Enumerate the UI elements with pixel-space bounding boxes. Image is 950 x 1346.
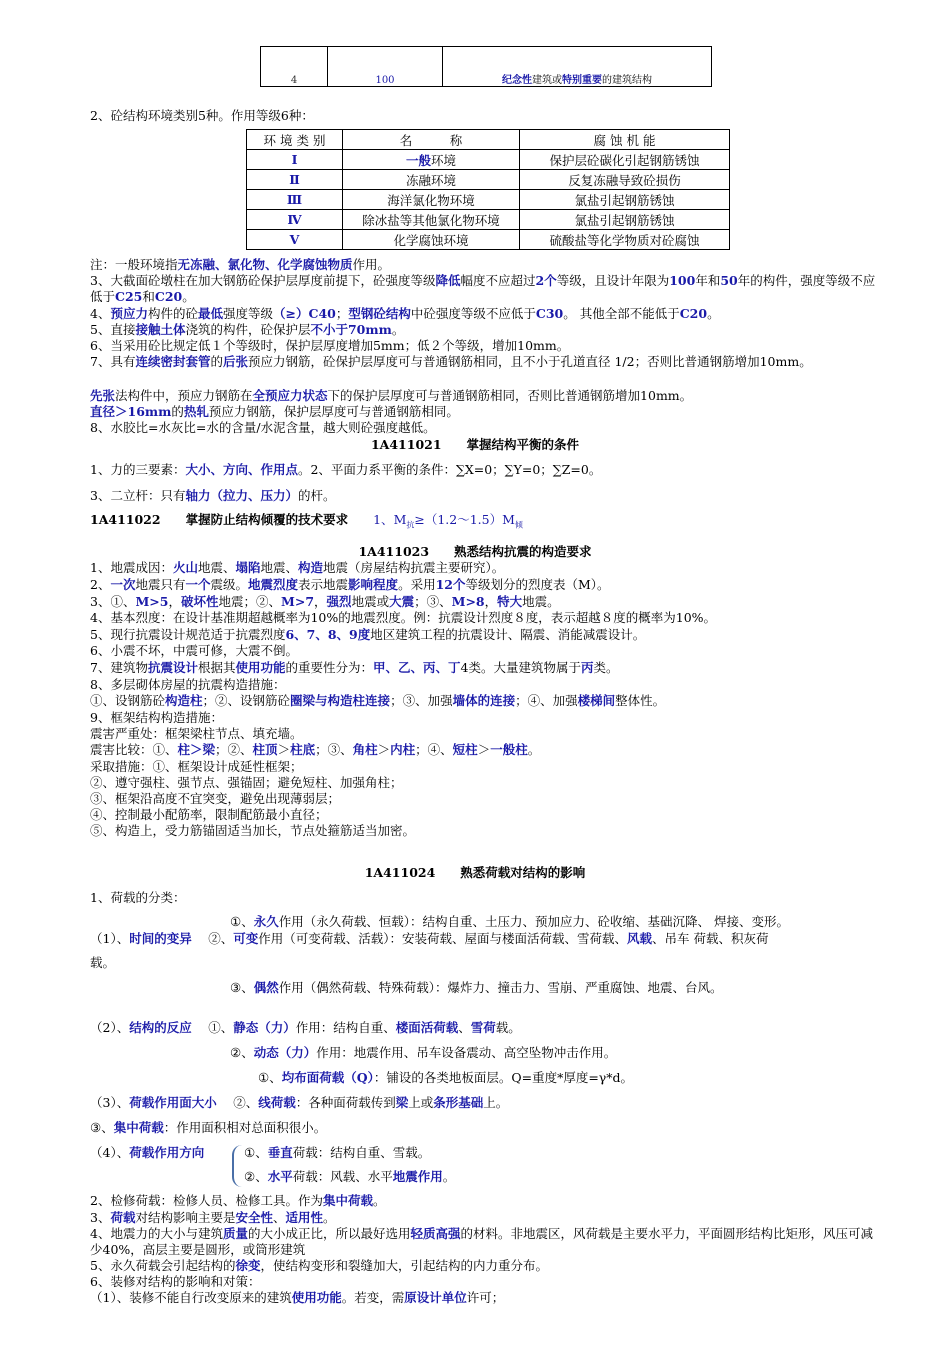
- body-line: ①、永久作用（永久荷载、恒载）：结构自重、土压力、预加应力、砼收缩、基础沉降、 焊接、变形。: [230, 914, 789, 929]
- table-header: 环 境 类 别: [247, 130, 343, 150]
- table-header: 名 称: [343, 130, 520, 150]
- table-row: [247, 230, 730, 250]
- table-cell: Ⅲ: [247, 190, 343, 210]
- table-row: [247, 170, 730, 190]
- body-line: 4、地震力的大小与建筑质量的大小成正比，所以最好选用轻质高强的材料。非地震区，风荷载是主要水平力，平面圆形结构比矩形，风压可减少40%，高层主要是圆形，或筒形建筑: [90, 1226, 874, 1257]
- body-line: ③、集中荷载：作用面积相对总面积很小。: [90, 1120, 327, 1135]
- table-cell: 4: [261, 47, 328, 87]
- table-cell: 100: [328, 47, 443, 87]
- table-cell: 氯盐引起钢筋锈蚀: [520, 210, 730, 230]
- table-cell: Ⅴ: [247, 230, 343, 250]
- note-line: 7、具有连续密封套管的后张预应力钢筋，砼保护层厚度可与普通钢筋相同，且不小于孔道直径 1/2；否则比普通钢筋增加10mm。: [90, 354, 812, 369]
- body-line: 5、现行抗震设计规范适于抗震烈度6、7、8、9度地区建筑工程的抗震设计、隔震、消能减震设计。: [90, 627, 646, 642]
- body-line: 6、装修对结构的影响和对策：: [90, 1274, 261, 1289]
- body-line: 6、小震不坏，中震可修，大震不倒。: [90, 643, 298, 658]
- table-cell: Ⅱ: [247, 170, 343, 190]
- table-header: 腐 蚀 机 能: [520, 130, 730, 150]
- body-line: 1、力的三要素：大小、方向、作用点。2、平面力系平衡的条件：∑X=0；∑Y=0；∑Z=0。: [90, 462, 602, 477]
- body-line: ②、动态（力）作用：地震作用、吊车设备震动、高空坠物冲击作用。: [230, 1045, 617, 1060]
- section-heading: 1A411021 掌握结构平衡的条件: [370, 437, 580, 452]
- body-line: （2）、结构的反应 ①、静态（力）作用：结构自重、楼面活荷载、雪荷载。: [90, 1020, 521, 1035]
- section-heading: 1A411024 熟悉荷载对结构的影响: [364, 865, 586, 880]
- table-cell: 保护层砼碳化引起钢筋锈蚀: [520, 150, 730, 170]
- table-row: [247, 150, 730, 170]
- table-cell: 化学腐蚀环境: [343, 230, 520, 250]
- body-line: ④、控制最小配筋率，限制配筋最小直径；: [90, 807, 328, 822]
- body-line: 2、检修荷载：检修人员、检修工具。作为集中荷载。: [90, 1193, 386, 1208]
- body-line: 震害比较：①、柱＞梁；②、柱顶＞柱底；③、角柱＞内柱；④、短柱＞一般柱。: [90, 742, 541, 757]
- body-line: ③、框架沿高度不宜突变，避免出现薄弱层；: [90, 791, 341, 806]
- table-cell: 反复冻融导致砼损伤: [520, 170, 730, 190]
- body-line: ①、设钢筋砼构造柱；②、设钢筋砼圈梁与构造柱连接；③、加强墙体的连接；④、加强楼梯间整体性。: [90, 693, 666, 708]
- note-line: 3、大截面砼墩柱在加大钢筋砼保护层厚度前提下，砼强度等级降低幅度不应超过2个等级，且设计年限为100年和50年的构件，强度等级不应低于C25和C20。: [90, 273, 876, 304]
- body-line: ③、偶然作用（偶然荷载、特殊荷载）：爆炸力、撞击力、雪崩、严重腐蚀、地震、台风。: [230, 980, 723, 995]
- section-heading: 1A411023 熟悉结构抗震的构造要求: [358, 544, 592, 559]
- table-cell: 一般环境: [343, 150, 520, 170]
- body-line: 3、二立杆：只有轴力（拉力、压力）的杆。: [90, 488, 336, 503]
- environment-table: [246, 129, 730, 250]
- body-line: 采取措施：①、框架设计成延性框架；: [90, 759, 303, 774]
- note-line: 4、预应力构件的砼最低强度等级（≥）C40；型钢砼结构中砼强度等级不应低于C30。 其他全部不能低于C20。: [90, 306, 720, 321]
- table-cell: Ⅳ: [247, 210, 343, 230]
- note-line: 5、直接接触土体浇筑的构件，砼保护层不小于70mm。: [90, 322, 405, 337]
- table-row: [247, 210, 730, 230]
- note-line: 直径＞16mm的热轧预应力钢筋，保护层厚度可与普通钢筋相同。: [90, 404, 459, 419]
- body-line: 7、建筑物抗震设计根据其使用功能的重要性分为：甲、乙、丙、丁4类。大量建筑物属于丙类。: [90, 660, 619, 675]
- table-cell: 氯盐引起钢筋锈蚀: [520, 190, 730, 210]
- table-cell: 硫酸盐等化学物质对砼腐蚀: [520, 230, 730, 250]
- section-heading: 1A411022 掌握防止结构倾覆的技术要求 1、$M_抗\ge(1.2\sim 1.5)M_倾$: [90, 512, 523, 530]
- env-intro: 2、砼结构环境类别5种。作用等级6种：: [90, 108, 314, 123]
- table-cell: 海洋氯化物环境: [343, 190, 520, 210]
- body-line: 9、框架结构构造措施：: [90, 710, 223, 725]
- table-cell: 冻融环境: [343, 170, 520, 190]
- body-line: 3、荷载对结构影响主要是安全性、适用性。: [90, 1210, 336, 1225]
- note-line: 先张法构件中，预应力钢筋在全预应力状态下的保护层厚度可与普通钢筋相同，否则比普通钢筋增加10mm。: [90, 388, 693, 403]
- body-line: ①、垂直荷载：结构自重、雪载。: [244, 1145, 431, 1160]
- body-line: 1、荷载的分类：: [90, 890, 186, 905]
- body-line: ①、均布面荷载（Q）：铺设的各类地板面层。Q=重度*厚度=γ*d。: [258, 1070, 634, 1085]
- note-line: 6、当采用砼比规定低１个等级时，保护层厚度增加5mm；低２个等级，增加10mm。: [90, 338, 570, 353]
- body-line: 载。: [90, 955, 116, 970]
- body-line: 1、地震成因：火山地震、塌陷地震、构造地震（房屋结构抗震主要研究）。: [90, 560, 505, 575]
- body-line: 2、一次地震只有一个震级。地震烈度表示地震影响程度。采用12个等级划分的烈度表（M）。: [90, 577, 610, 592]
- note-line: 8、水胶比=水灰比=水的含量/水泥含量，越大则砼强度越低。: [90, 420, 436, 435]
- table-row: [247, 190, 730, 210]
- design-life-table: [260, 46, 712, 87]
- body-line: ②、水平荷载：风载、水平地震作用。: [244, 1169, 456, 1184]
- body-line: 8、多层砌体房屋的抗震构造措施：: [90, 677, 286, 692]
- note-line: 注：一般环境指无冻融、氯化物、化学腐蚀物质作用。: [90, 257, 391, 272]
- body-line: （4）、荷载作用方向: [90, 1145, 205, 1160]
- body-line: （3）、荷载作用面大小 ②、线荷载：各种面荷载传到梁上或条形基础上。: [90, 1095, 509, 1110]
- body-line: （1）、时间的变异 ②、可变作用（可变荷载、活载）：安装荷载、屋面与楼面活荷载、雪荷载、风载、吊车 荷载、积灰荷: [90, 931, 769, 946]
- table-cell: Ⅰ: [247, 150, 343, 170]
- body-line: ②、遵守强柱、强节点、强锚固；避免短柱、加强角柱；: [90, 775, 403, 790]
- body-line: 5、永久荷载会引起结构的徐变，使结构变形和裂缝加大，引起结构的内力重分布。: [90, 1258, 548, 1273]
- body-line: （1）、装修不能自行改变原来的建筑使用功能。若变，需原设计单位许可；: [90, 1290, 505, 1305]
- table-cell: 除冰盐等其他氯化物环境: [343, 210, 520, 230]
- body-line: ⑤、构造上，受力筋锚固适当加长，节点处箍筋适当加密。: [90, 823, 416, 838]
- table-cell: 纪念性建筑或特别重要的建筑结构: [443, 47, 712, 87]
- body-line: 震害严重处：框架梁柱节点、填充墙。: [90, 726, 303, 741]
- body-line: 4、基本烈度：在设计基准期超越概率为10%的地震烈度。例：抗震设计烈度８度，表示超越８度的概率为10%。: [90, 610, 717, 625]
- body-line: 3、①、M>5，破坏性地震；②、M>7，强烈地震或大震；③、M>8，特大地震。: [90, 594, 560, 609]
